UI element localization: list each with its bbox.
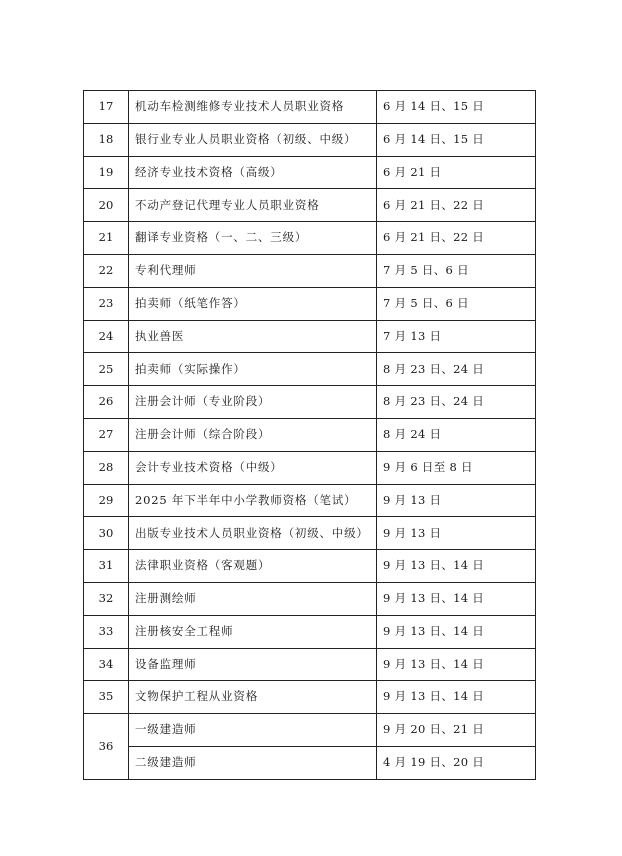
table-row	[84, 254, 536, 287]
exam-date: 9 月 13 日、14 日	[377, 681, 536, 714]
row-number: 18	[84, 123, 129, 156]
exam-date: 6 月 14 日、15 日	[377, 91, 536, 124]
table-row	[84, 648, 536, 681]
exam-date: 6 月 21 日、22 日	[377, 222, 536, 255]
row-number: 25	[84, 353, 129, 386]
row-number: 19	[84, 156, 129, 189]
exam-name: 不动产登记代理专业人员职业资格	[129, 189, 377, 222]
exam-name: 银行业专业人员职业资格（初级、中级）	[129, 123, 377, 156]
exam-name: 一级建造师	[129, 714, 377, 747]
exam-date: 8 月 23 日、24 日	[377, 386, 536, 419]
exam-date: 9 月 13 日、14 日	[377, 582, 536, 615]
exam-name: 注册会计师（综合阶段）	[129, 418, 377, 451]
row-number: 32	[84, 582, 129, 615]
exam-name: 法律职业资格（客观题）	[129, 550, 377, 583]
table-row	[84, 418, 536, 451]
table-row	[84, 287, 536, 320]
exam-date: 9 月 13 日、14 日	[377, 615, 536, 648]
row-number: 36	[84, 714, 129, 780]
row-number: 26	[84, 386, 129, 419]
row-number: 28	[84, 451, 129, 484]
row-number: 17	[84, 91, 129, 124]
exam-date: 8 月 23 日、24 日	[377, 353, 536, 386]
exam-name: 机动车检测维修专业技术人员职业资格	[129, 91, 377, 124]
table-row	[84, 451, 536, 484]
exam-date: 7 月 13 日	[377, 320, 536, 353]
exam-date: 9 月 13 日	[377, 484, 536, 517]
exam-name: 会计专业技术资格（中级）	[129, 451, 377, 484]
exam-schedule-table	[83, 90, 536, 780]
exam-date: 7 月 5 日、6 日	[377, 254, 536, 287]
exam-name: 经济专业技术资格（高级）	[129, 156, 377, 189]
exam-name: 拍卖师（纸笔作答）	[129, 287, 377, 320]
table-row	[84, 156, 536, 189]
table-row	[84, 681, 536, 714]
exam-date: 6 月 14 日、15 日	[377, 123, 536, 156]
row-number: 35	[84, 681, 129, 714]
exam-name: 翻译专业资格（一、二、三级）	[129, 222, 377, 255]
table-row	[84, 550, 536, 583]
table-row	[84, 582, 536, 615]
exam-date: 7 月 5 日、6 日	[377, 287, 536, 320]
table-row	[84, 123, 536, 156]
row-number: 20	[84, 189, 129, 222]
table-row	[84, 386, 536, 419]
exam-date: 9 月 13 日、14 日	[377, 550, 536, 583]
exam-name: 注册测绘师	[129, 582, 377, 615]
row-number: 34	[84, 648, 129, 681]
row-number: 24	[84, 320, 129, 353]
table-row	[84, 320, 536, 353]
table-row	[84, 517, 536, 550]
row-number: 23	[84, 287, 129, 320]
exam-name: 注册会计师（专业阶段）	[129, 386, 377, 419]
row-number: 21	[84, 222, 129, 255]
table-row	[84, 714, 536, 747]
exam-date: 6 月 21 日	[377, 156, 536, 189]
row-number: 29	[84, 484, 129, 517]
exam-name: 专利代理师	[129, 254, 377, 287]
row-number: 30	[84, 517, 129, 550]
row-number: 22	[84, 254, 129, 287]
exam-name: 注册核安全工程师	[129, 615, 377, 648]
table-row	[84, 222, 536, 255]
exam-name: 拍卖师（实际操作）	[129, 353, 377, 386]
table-row	[84, 484, 536, 517]
exam-name: 执业兽医	[129, 320, 377, 353]
exam-date: 4 月 19 日、20 日	[377, 746, 536, 779]
exam-name: 设备监理师	[129, 648, 377, 681]
table-row	[84, 746, 536, 779]
exam-date: 6 月 21 日、22 日	[377, 189, 536, 222]
table-row	[84, 189, 536, 222]
exam-date: 9 月 13 日、14 日	[377, 648, 536, 681]
row-number: 31	[84, 550, 129, 583]
exam-table-body	[84, 91, 536, 780]
exam-name: 二级建造师	[129, 746, 377, 779]
row-number: 27	[84, 418, 129, 451]
exam-name: 2025 年下半年中小学教师资格（笔试）	[129, 484, 377, 517]
exam-date: 9 月 13 日	[377, 517, 536, 550]
row-number: 33	[84, 615, 129, 648]
table-row	[84, 353, 536, 386]
exam-date: 9 月 20 日、21 日	[377, 714, 536, 747]
exam-date: 8 月 24 日	[377, 418, 536, 451]
table-row	[84, 615, 536, 648]
table-row	[84, 91, 536, 124]
exam-name: 出版专业技术人员职业资格（初级、中级）	[129, 517, 377, 550]
exam-date: 9 月 6 日至 8 日	[377, 451, 536, 484]
exam-name: 文物保护工程从业资格	[129, 681, 377, 714]
